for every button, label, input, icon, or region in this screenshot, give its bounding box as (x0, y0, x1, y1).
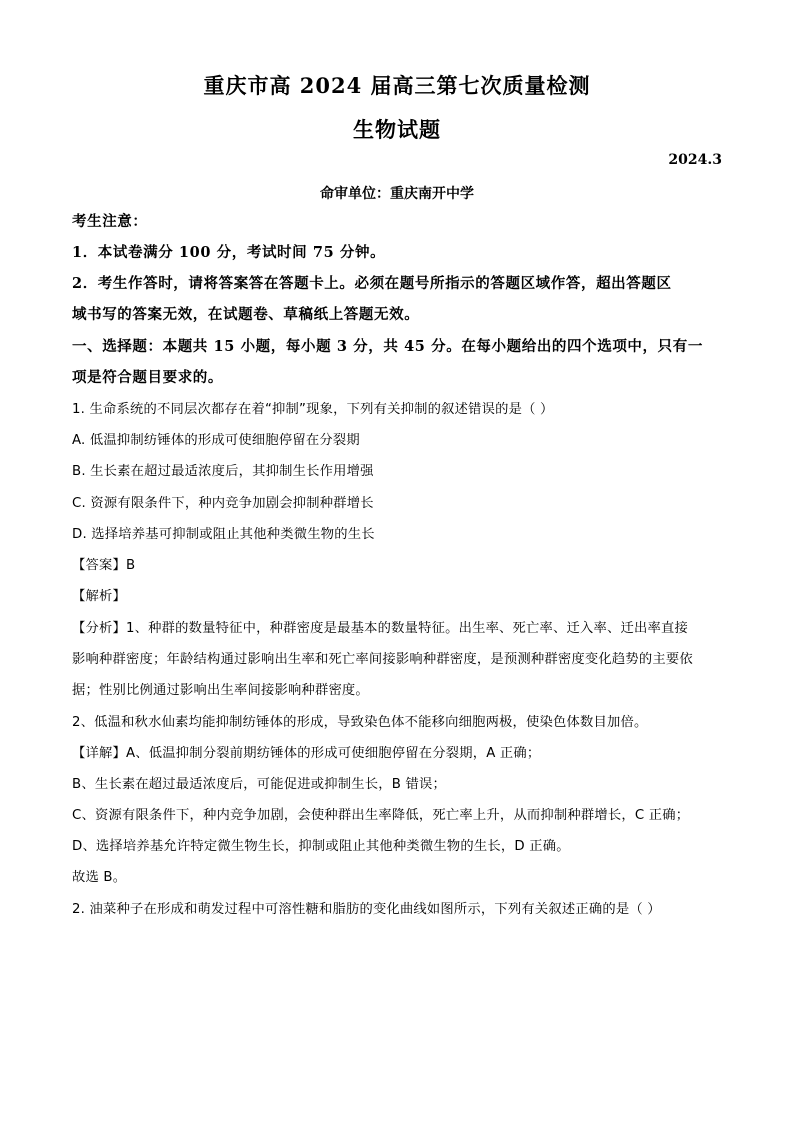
answer-row (72, 559, 135, 572)
analysis-line: 【详解】A、低温抑制分裂前期纺锤体的形成可使细胞停留在分裂期，A 正确； (72, 746, 541, 761)
section-heading-line-1: 一、选择题：本题共 15 小题，每小题 3 分，共 45 分。在每小题给出的四个选项中，只有一 (72, 338, 703, 355)
analysis-line: B、生长素在超过最适浓度后，可能促进或抑制生长，B 错误； (72, 777, 446, 792)
question-1-option-c: C. 资源有限条件下，种内竞争加剧会抑制种群增长 (72, 496, 374, 511)
analysis-line: 2、低温和秋水仙素均能抑制纺锤体的形成，导致染色体不能移向细胞两极，使染色体数目加倍。 (72, 715, 648, 730)
subject-title: 生物试题 (353, 117, 441, 142)
analysis-line: 【分析】1、种群的数量特征中，种群密度是最基本的数量特征。出生率、死亡率、迁入率、迁出率直接 (72, 621, 689, 636)
notice-item-2-line-1: 2．考生作答时，请将答案答在答题卡上。必须在题号所指示的答题区域作答，超出答题区 (72, 275, 672, 292)
question-1-option-d: D. 选择培养基可抑制或阻止其他种类微生物的生长 (72, 527, 375, 542)
exam-date: 2024.3 (668, 152, 722, 168)
exam-title: 重庆市高 2024 届高三第七次质量检测 (203, 73, 591, 98)
analysis-line: 影响种群密度；年龄结构通过影响出生率和死亡率间接影响种群密度，是预测种群密度变化趋势的主要依 (72, 652, 693, 667)
question-2-stem: 2. 油菜种子在形成和萌发过程中可溶性糖和脂肪的变化曲线如图所示，下列有关叙述正确的是（ ） (72, 902, 661, 917)
analysis-line: D、选择培养基允许特定微生物生长，抑制或阻止其他种类微生物的生长，D 正确。 (72, 839, 570, 854)
answer-value: B (126, 558, 136, 573)
analysis-line: 故选 B。 (72, 870, 127, 885)
section-heading-line-2: 项是符合题目要求的。 (72, 369, 223, 386)
analysis-line: 据；性别比例通过影响出生率间接影响种群密度。 (72, 683, 369, 698)
notice-item-2-line-2: 域书写的答案无效，在试题卷、草稿纸上答题无效。 (72, 306, 420, 323)
question-1-option-a: A. 低温抑制纺锤体的形成可使细胞停留在分裂期 (72, 433, 360, 448)
question-1-option-b: B. 生长素在超过最适浓度后，其抑制生长作用增强 (72, 464, 374, 479)
author-unit: 命审单位：重庆南开中学 (320, 186, 474, 202)
analysis-label: 【解析】 (72, 589, 126, 604)
notice-item-1: 1．本试卷满分 100 分，考试时间 75 分钟。 (72, 244, 386, 261)
question-1-stem: 1. 生命系统的不同层次都存在着“抑制”现象，下列有关抑制的叙述错误的是（ ） (72, 402, 554, 417)
notice-heading: 考生注意： (72, 213, 148, 230)
answer-label: 【答案】 (72, 558, 126, 573)
analysis-line: C、资源有限条件下，种内竞争加剧，会使种群出生率降低，死亡率上升，从而抑制种群增长，C 正确； (72, 808, 690, 823)
